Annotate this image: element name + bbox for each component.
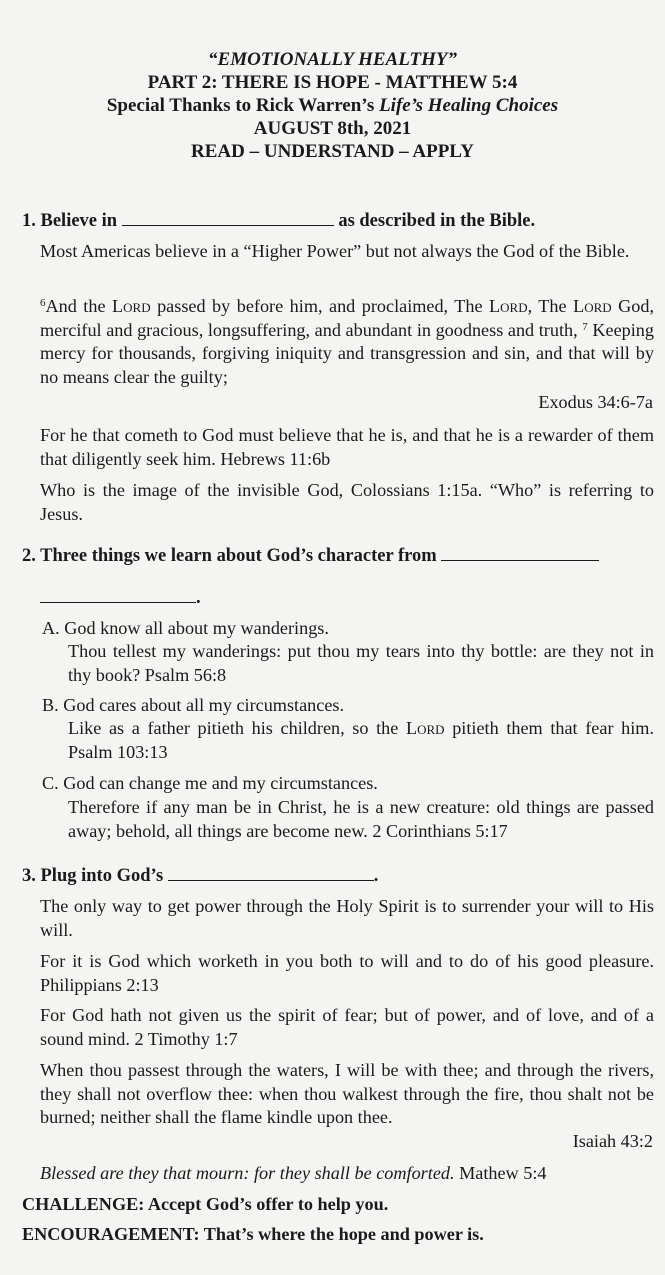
s1-paragraph: For he that cometh to God must believe that he is, and that he is a rewarder of them that diligently seek him. Hebrews 11:6b (40, 425, 654, 469)
date-line: AUGUST 8th, 2021 (253, 118, 412, 139)
verse-text: And the (45, 296, 113, 316)
lord-word: Lord (112, 296, 151, 316)
series-title: “EMOTIONALLY HEALTHY” (208, 49, 457, 70)
verse-text: passed by before him, and proclaimed, The (150, 296, 490, 316)
point-c-verse: Therefore if any man be in Christ, he is a new creature: old things are passed away; behold, all things are become new. 2 Corinthians 5:17 (68, 797, 654, 841)
s1-paragraph: Most Americas believe in a “Higher Power” but not always the God of the Bible. (40, 241, 630, 261)
fill-in-blank (441, 543, 599, 561)
section-1-heading-start: 1. Believe in (22, 211, 118, 231)
point-a: A. God know all about my wanderings. (42, 618, 329, 638)
part-title: PART 2: THERE IS HOPE - MATTHEW 5:4 (147, 72, 518, 93)
thanks-book: Life’s Healing Choices (379, 95, 559, 116)
header (0, 48, 665, 163)
quote-text: Blessed are they that mourn: for they shall be comforted. (40, 1163, 455, 1183)
point-b-verse (68, 717, 654, 764)
thanks-prefix: Special Thanks to Rick Warren’s (106, 95, 380, 116)
verse-number: 6 (40, 297, 46, 309)
verse-number: 7 (582, 320, 588, 333)
motto-line: READ – UNDERSTAND – APPLY (191, 141, 474, 162)
s3-paragraph: For God hath not given us the spirit of fear; but of power, and of love, and of a sound mind. 2 Timothy 1:7 (40, 1005, 654, 1049)
point-c: C. God can change me and my circumstances. (42, 773, 378, 793)
verse-text: Keeping mercy for thousands, forgiving iniquity and transgression and sin, and that will by no means clear the guilty; (40, 319, 654, 387)
s3-reference: Isaiah 43:2 (572, 1131, 653, 1151)
s3-paragraph: For it is God which worketh in you both to will and to do of his good pleasure. Philippians 2:13 (40, 951, 654, 995)
verse-text: , The (527, 296, 574, 316)
section-2-heading-text: 2. Three things we learn about God’s character from (22, 546, 437, 566)
lord-word: Lord (573, 296, 612, 316)
fill-in-blank (168, 863, 374, 881)
verse-text: pitieth them that fear him. Psalm 103:13 (68, 718, 654, 762)
s3-paragraph: The only way to get power through the Holy Spirit is to surrender your will to His will. (40, 896, 654, 940)
closing-quote (40, 1162, 546, 1186)
s3-paragraph: When thou passest through the waters, I will be with thee; and through the rivers, they shall not overflow thee: when thou walkest through the fire, thou shalt not be burned; neither shall the flame kindle upon thee. (40, 1060, 654, 1127)
section-1-heading-end: as described in the Bible. (338, 211, 536, 231)
verse-text: God, merciful and gracious, longsuffering, and abundant in goodness and truth, (40, 296, 654, 340)
lord-word: Lord (489, 296, 528, 316)
encouragement-line: ENCOURAGEMENT: That’s where the hope and power is. (22, 1224, 484, 1244)
section-3-heading: 3. Plug into God’s . (22, 863, 378, 889)
thanks-line (0, 94, 665, 117)
s1-paragraph: Who is the image of the invisible God, Colossians 1:15a. “Who” is referring to Jesus. (40, 480, 654, 524)
point-b: B. God cares about all my circumstances. (42, 695, 345, 715)
quote-reference: Mathew 5:4 (454, 1163, 547, 1183)
section-2-heading-cont: . (40, 585, 201, 611)
lord-word: Lord (406, 718, 445, 738)
point-a-verse: Thou tellest my wanderings: put thou my tears into thy bottle: are they not in thy book? Psalm 56:8 (68, 641, 654, 685)
section-1-heading (22, 208, 535, 234)
section-2-heading (22, 543, 599, 569)
fill-in-blank (40, 585, 196, 603)
s1-reference: Exodus 34:6-7a (538, 392, 653, 412)
challenge-line: CHALLENGE: Accept God’s offer to help you. (22, 1194, 389, 1214)
s1-scripture (40, 295, 654, 389)
section-3-heading-text: 3. Plug into God’s (22, 866, 164, 886)
verse-text: Like as a father pitieth his children, so the (68, 718, 406, 738)
fill-in-blank (122, 208, 334, 226)
